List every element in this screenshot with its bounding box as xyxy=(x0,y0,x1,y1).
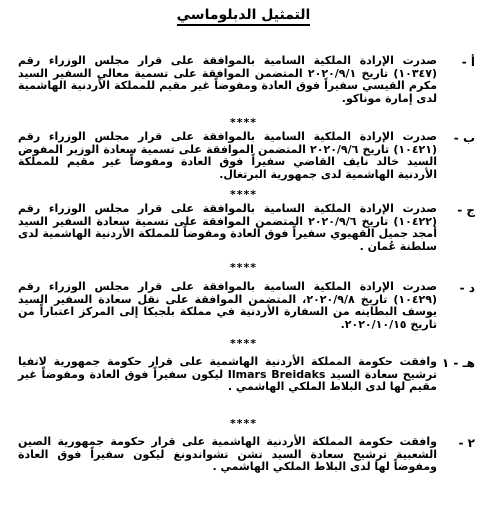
page-title xyxy=(0,6,487,24)
item-text: وافقت حكومة المملكة الأردنية الهاشمية على قرار حكومة جمهورية الصين الشعبية ترشيح سعادة السيد تشن تشواندونغ ليكون سفيراً فوق العادة ومفوضاً لها لدى البلاط الملكي الهاشمي . xyxy=(18,435,437,473)
item-text: صدرت الإرادة الملكية السامية بالموافقة على قرار مجلس الوزراء رقم (١٠٤٢٩) تاريخ ٢٠٢٠/٩/٨، المتضمن الموافقة على نقل سعادة السفير السيد يوسف البطاينه من السفارة الأردنية في مملكة بلجيكا إلى المركز اعتباراً من تاريخ ٢٠٢٠/١٠/١٥. xyxy=(18,280,437,331)
item-marker: ٢ - xyxy=(458,436,475,450)
item-text: صدرت الإرادة الملكية السامية بالموافقة على قرار مجلس الوزراء رقم (١٠٤٢١) تاريخ ٢٠٢٠/٩/٦ المتضمن الموافقة على تسمية سعادة الوزير المفوض السيد خالد نايف القاضي سفيراً فوق العادة ومفوضاً غير مقيم للمملكة الأردنية الهاشمية لدى جمهورية البرتغال. xyxy=(18,130,437,181)
item-marker: ج - xyxy=(457,203,475,217)
separator-stars: **** xyxy=(229,337,257,350)
item-marker: هـ - ١ xyxy=(441,356,475,370)
item-marker: د - xyxy=(459,281,475,295)
separator-stars: **** xyxy=(229,116,257,129)
item-marker: ب - xyxy=(453,131,475,145)
item-text: وافقت حكومة المملكة الأردنية الهاشمية على قرار حكومة جمهورية لاتفيا ترشيح سعادة السيد Ilmars Breidaks ليكون سفيراً فوق العادة ومفوضاً غير مقيم لها لدى البلاط الملكي الهاشمي . xyxy=(18,355,438,393)
separator-stars: **** xyxy=(229,261,257,274)
item-text: صدرت الإرادة الملكية السامية بالموافقة على قرار مجلس الوزراء رقم (١٠٣٤٧) تاريخ ٢٠٢٠/٩/١ المتضمن الموافقة على تسمية معالي السفير السيد مكرم القيسي سفيراً فوق العادة ومفوضاً غير مقيم للمملكة الأردنية الهاشمية لدى إمارة موناكو. xyxy=(18,54,437,105)
separator-stars: **** xyxy=(229,417,257,430)
separator-stars: **** xyxy=(229,188,257,201)
item-marker: أ - xyxy=(461,55,475,69)
item-text: صدرت الإرادة الملكية السامية بالموافقة على قرار مجلس الوزراء رقم (١٠٤٢٢) تاريخ ٢٠٢٠/٩/٦ المتضمن الموافقة على تسمية سعادة السفير السيد أمجد جميل القهيوي سفيراً فوق العادة ومفوضاً للمملكة الأردنية الهاشمية لدى سلطنة عُمان . xyxy=(18,202,437,253)
page-title-text: التمثيل الدبلوماسي xyxy=(177,7,311,26)
